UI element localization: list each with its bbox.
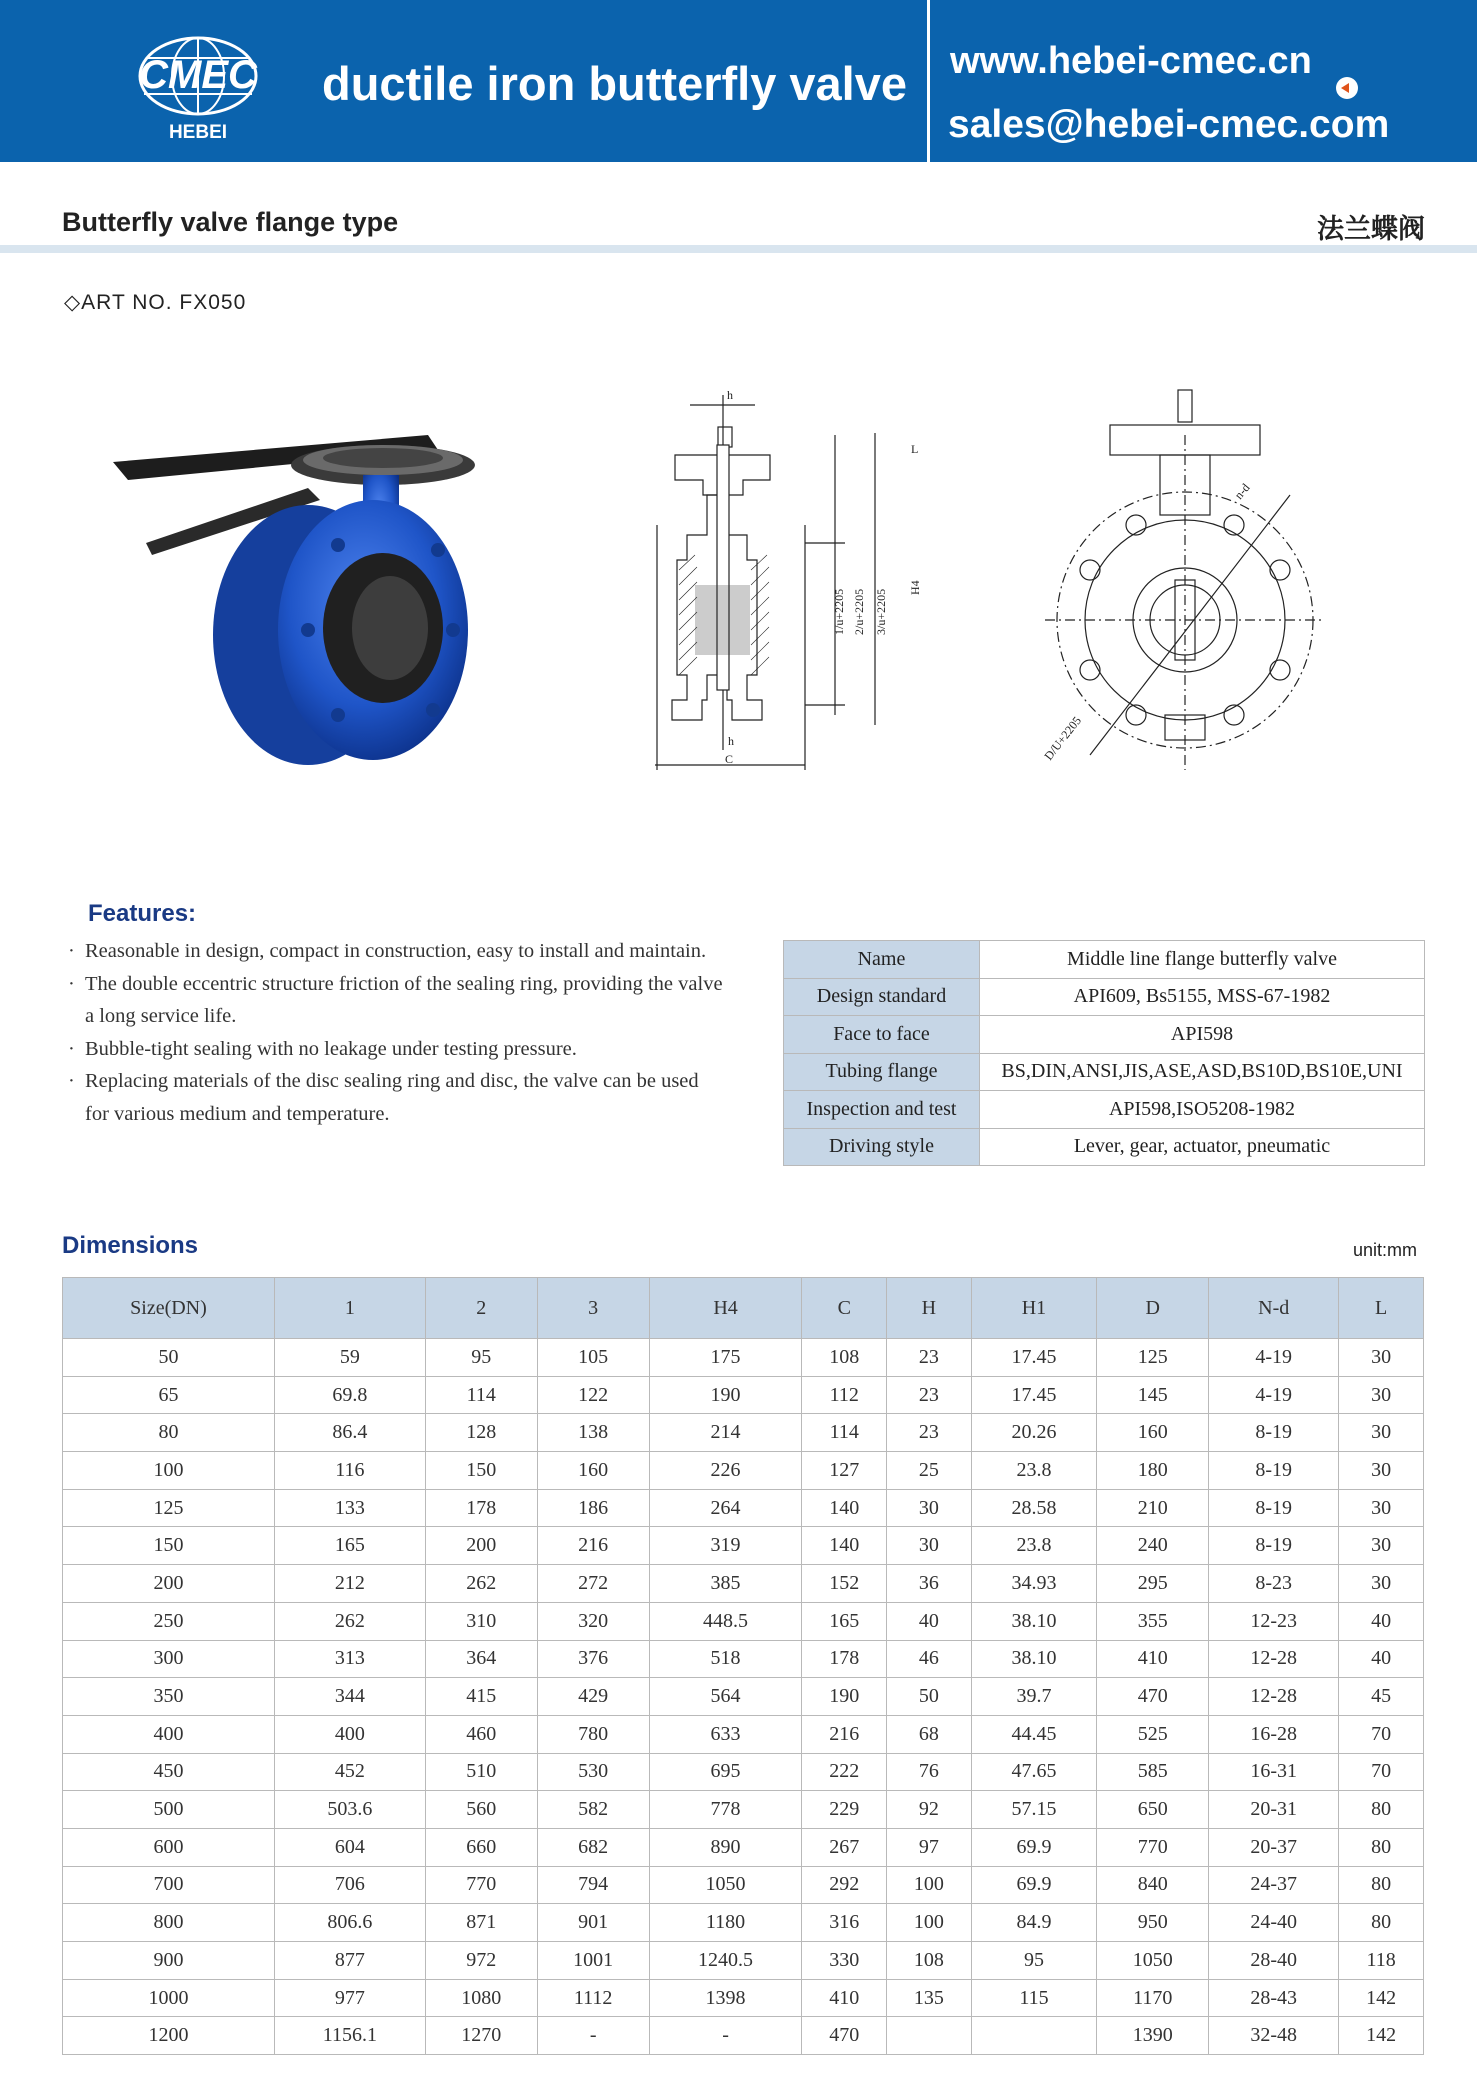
table-cell: 272 bbox=[537, 1565, 649, 1603]
spec-row bbox=[784, 1128, 1425, 1166]
features-list bbox=[66, 935, 726, 1130]
dim-label-3: 3/u+2205 bbox=[874, 588, 888, 635]
table-cell: 778 bbox=[649, 1791, 802, 1829]
table-cell: 200 bbox=[425, 1527, 537, 1565]
table-cell: 39.7 bbox=[971, 1678, 1097, 1716]
table-cell: 69.9 bbox=[971, 1866, 1097, 1904]
table-cell: 69.9 bbox=[971, 1828, 1097, 1866]
column-header: 1 bbox=[274, 1278, 425, 1339]
spec-value: API609, Bs5155, MSS-67-1982 bbox=[980, 978, 1425, 1016]
table-cell: 503.6 bbox=[274, 1791, 425, 1829]
table-cell: 40 bbox=[1339, 1602, 1424, 1640]
table-cell: 30 bbox=[887, 1489, 972, 1527]
cmec-logo bbox=[108, 34, 288, 144]
spec-row bbox=[784, 1091, 1425, 1129]
table-cell: 871 bbox=[425, 1904, 537, 1942]
table-cell: 264 bbox=[649, 1489, 802, 1527]
table-row bbox=[63, 1866, 1424, 1904]
table-cell: 190 bbox=[649, 1376, 802, 1414]
header-title: ductile iron butterfly valve bbox=[322, 57, 908, 110]
column-header: N-d bbox=[1209, 1278, 1339, 1339]
table-cell: 564 bbox=[649, 1678, 802, 1716]
table-row bbox=[63, 1376, 1424, 1414]
table-cell: 320 bbox=[537, 1602, 649, 1640]
features-title: Features: bbox=[88, 900, 197, 927]
table-cell: 950 bbox=[1097, 1904, 1209, 1942]
speaker-icon[interactable] bbox=[1336, 77, 1358, 99]
table-cell: 40 bbox=[1339, 1640, 1424, 1678]
column-header: 2 bbox=[425, 1278, 537, 1339]
table-row bbox=[63, 1565, 1424, 1603]
table-cell: 40 bbox=[887, 1602, 972, 1640]
table-cell: 794 bbox=[537, 1866, 649, 1904]
table-header-row bbox=[63, 1278, 1424, 1339]
table-cell: 145 bbox=[1097, 1376, 1209, 1414]
spec-row bbox=[784, 978, 1425, 1016]
table-row bbox=[63, 1414, 1424, 1452]
table-cell: 190 bbox=[802, 1678, 887, 1716]
table-cell: 240 bbox=[1097, 1527, 1209, 1565]
table-cell: 12-23 bbox=[1209, 1602, 1339, 1640]
table-cell: 1180 bbox=[649, 1904, 802, 1942]
table-cell: 70 bbox=[1339, 1715, 1424, 1753]
table-cell: 582 bbox=[537, 1791, 649, 1829]
logo-text: CMEC bbox=[139, 53, 257, 97]
table-cell: 127 bbox=[802, 1452, 887, 1490]
table-cell: 972 bbox=[425, 1942, 537, 1980]
table-cell: 178 bbox=[425, 1489, 537, 1527]
table-cell: 1156.1 bbox=[274, 2017, 425, 2055]
table-cell: 510 bbox=[425, 1753, 537, 1791]
table-cell: 8-19 bbox=[1209, 1489, 1339, 1527]
table-cell: 650 bbox=[1097, 1791, 1209, 1829]
table-cell: 133 bbox=[274, 1489, 425, 1527]
table-cell: 8-23 bbox=[1209, 1565, 1339, 1603]
table-cell: 17.45 bbox=[971, 1339, 1097, 1377]
unit-label: unit:mm bbox=[1352, 1240, 1417, 1260]
table-cell: 36 bbox=[887, 1565, 972, 1603]
feature-item: · Bubble-tight sealing with no leakage under testing pressure. bbox=[66, 1033, 726, 1066]
table-cell: 38.10 bbox=[971, 1640, 1097, 1678]
spec-row bbox=[784, 1016, 1425, 1054]
table-cell: 69.8 bbox=[274, 1376, 425, 1414]
table-cell: 1050 bbox=[1097, 1942, 1209, 1980]
table-cell: 660 bbox=[425, 1828, 537, 1866]
table-row bbox=[63, 1791, 1424, 1829]
table-row bbox=[63, 1339, 1424, 1377]
table-cell: 1200 bbox=[63, 2017, 275, 2055]
dim-label-nd: n-d bbox=[1231, 480, 1253, 502]
table-cell: - bbox=[537, 2017, 649, 2055]
section-rule bbox=[0, 245, 1477, 253]
table-cell: 460 bbox=[425, 1715, 537, 1753]
valve-section-drawing bbox=[635, 385, 945, 785]
dimensions-table bbox=[62, 1277, 1424, 2055]
logo-subtext: HEBEI bbox=[168, 122, 228, 143]
table-cell: 1112 bbox=[537, 1979, 649, 2017]
feature-item: · Replacing materials of the disc sealing ring and disc, the valve can be used for various medium and temperature. bbox=[66, 1065, 726, 1130]
table-cell: 376 bbox=[537, 1640, 649, 1678]
table-cell: 470 bbox=[802, 2017, 887, 2055]
table-cell: 80 bbox=[63, 1414, 275, 1452]
table-cell: 840 bbox=[1097, 1866, 1209, 1904]
table-cell: 28.58 bbox=[971, 1489, 1097, 1527]
table-cell: 160 bbox=[537, 1452, 649, 1490]
table-cell: 24-40 bbox=[1209, 1904, 1339, 1942]
table-cell: 118 bbox=[1339, 1942, 1424, 1980]
table-row bbox=[63, 1640, 1424, 1678]
table-cell: 30 bbox=[1339, 1414, 1424, 1452]
table-cell: 45 bbox=[1339, 1678, 1424, 1716]
table-cell: 116 bbox=[274, 1452, 425, 1490]
table-row bbox=[63, 1979, 1424, 2017]
table-cell: 30 bbox=[887, 1527, 972, 1565]
table-cell: 330 bbox=[802, 1942, 887, 1980]
table-cell: 292 bbox=[802, 1866, 887, 1904]
table-cell: 16-31 bbox=[1209, 1753, 1339, 1791]
spec-key: Name bbox=[784, 941, 980, 979]
table-cell: 770 bbox=[1097, 1828, 1209, 1866]
table-cell: 23 bbox=[887, 1414, 972, 1452]
table-cell: 30 bbox=[1339, 1339, 1424, 1377]
table-cell: 80 bbox=[1339, 1904, 1424, 1942]
table-row bbox=[63, 1489, 1424, 1527]
table-row bbox=[63, 1602, 1424, 1640]
section-title-cn: 法兰蝶阀 bbox=[1317, 214, 1425, 244]
table-cell: 50 bbox=[887, 1678, 972, 1716]
art-number: ◇ART NO. FX050 bbox=[64, 291, 247, 314]
table-cell: 44.45 bbox=[971, 1715, 1097, 1753]
table-cell: 84.9 bbox=[971, 1904, 1097, 1942]
feature-item: · Reasonable in design, compact in construction, easy to install and maintain. bbox=[66, 935, 726, 968]
table-cell: 28-43 bbox=[1209, 1979, 1339, 2017]
table-cell: 30 bbox=[1339, 1489, 1424, 1527]
table-cell: 165 bbox=[802, 1602, 887, 1640]
valve-photo bbox=[108, 400, 538, 780]
table-cell: 105 bbox=[537, 1339, 649, 1377]
email-link[interactable]: sales@hebei-cmec.com bbox=[948, 103, 1390, 146]
table-cell: 518 bbox=[649, 1640, 802, 1678]
table-cell: 1390 bbox=[1097, 2017, 1209, 2055]
table-row bbox=[63, 1828, 1424, 1866]
table-cell: 450 bbox=[63, 1753, 275, 1791]
table-cell: 142 bbox=[1339, 2017, 1424, 2055]
table-cell: 16-28 bbox=[1209, 1715, 1339, 1753]
table-cell: 38.10 bbox=[971, 1602, 1097, 1640]
table-cell bbox=[887, 2017, 972, 2055]
table-cell: 95 bbox=[971, 1942, 1097, 1980]
table-cell: 901 bbox=[537, 1904, 649, 1942]
table-cell: 319 bbox=[649, 1527, 802, 1565]
column-header: L bbox=[1339, 1278, 1424, 1339]
spec-key: Driving style bbox=[784, 1128, 980, 1166]
spec-key: Face to face bbox=[784, 1016, 980, 1054]
table-cell: 415 bbox=[425, 1678, 537, 1716]
valve-front-drawing bbox=[1030, 385, 1340, 785]
table-cell: 448.5 bbox=[649, 1602, 802, 1640]
table-cell: 23.8 bbox=[971, 1527, 1097, 1565]
table-cell: 150 bbox=[63, 1527, 275, 1565]
table-cell: 400 bbox=[274, 1715, 425, 1753]
table-row bbox=[63, 1753, 1424, 1791]
table-cell: 890 bbox=[649, 1828, 802, 1866]
table-cell: 4-19 bbox=[1209, 1339, 1339, 1377]
table-cell: 585 bbox=[1097, 1753, 1209, 1791]
table-cell: 222 bbox=[802, 1753, 887, 1791]
spec-key: Tubing flange bbox=[784, 1053, 980, 1091]
table-cell: 180 bbox=[1097, 1452, 1209, 1490]
table-cell: 28-40 bbox=[1209, 1942, 1339, 1980]
table-row bbox=[63, 1904, 1424, 1942]
table-cell: 429 bbox=[537, 1678, 649, 1716]
table-cell: 76 bbox=[887, 1753, 972, 1791]
table-cell: 310 bbox=[425, 1602, 537, 1640]
table-cell: 70 bbox=[1339, 1753, 1424, 1791]
column-header: 3 bbox=[537, 1278, 649, 1339]
table-cell: 100 bbox=[63, 1452, 275, 1490]
table-cell: 152 bbox=[802, 1565, 887, 1603]
column-header: H bbox=[887, 1278, 972, 1339]
table-cell: 212 bbox=[274, 1565, 425, 1603]
table-cell: 46 bbox=[887, 1640, 972, 1678]
header-banner bbox=[0, 0, 1477, 162]
table-cell: 295 bbox=[1097, 1565, 1209, 1603]
table-cell: 8-19 bbox=[1209, 1527, 1339, 1565]
spec-value: API598 bbox=[980, 1016, 1425, 1054]
table-cell: 100 bbox=[887, 1904, 972, 1942]
table-cell: 1398 bbox=[649, 1979, 802, 2017]
table-cell: 706 bbox=[274, 1866, 425, 1904]
column-header: C bbox=[802, 1278, 887, 1339]
dim-label-1: 1/u+2205 bbox=[832, 588, 846, 635]
table-cell: 57.15 bbox=[971, 1791, 1097, 1829]
table-cell: 30 bbox=[1339, 1527, 1424, 1565]
table-cell: 122 bbox=[537, 1376, 649, 1414]
table-cell: 410 bbox=[802, 1979, 887, 2017]
table-cell: 108 bbox=[887, 1942, 972, 1980]
dim-label-c: C bbox=[725, 752, 734, 766]
table-cell: 23.8 bbox=[971, 1452, 1097, 1490]
table-cell: 8-19 bbox=[1209, 1452, 1339, 1490]
table-cell: 682 bbox=[537, 1828, 649, 1866]
table-cell: 800 bbox=[63, 1904, 275, 1942]
table-cell: 95 bbox=[425, 1339, 537, 1377]
table-cell: 80 bbox=[1339, 1828, 1424, 1866]
table-cell: 214 bbox=[649, 1414, 802, 1452]
table-cell: 140 bbox=[802, 1489, 887, 1527]
table-cell: 210 bbox=[1097, 1489, 1209, 1527]
table-cell: 165 bbox=[274, 1527, 425, 1565]
table-cell: 186 bbox=[537, 1489, 649, 1527]
table-cell: 525 bbox=[1097, 1715, 1209, 1753]
table-cell: 65 bbox=[63, 1376, 275, 1414]
table-cell: 4-19 bbox=[1209, 1376, 1339, 1414]
table-cell: 100 bbox=[887, 1866, 972, 1904]
table-cell: 114 bbox=[425, 1376, 537, 1414]
table-cell: 59 bbox=[274, 1339, 425, 1377]
table-cell: 150 bbox=[425, 1452, 537, 1490]
table-cell: 1050 bbox=[649, 1866, 802, 1904]
table-cell: 300 bbox=[63, 1640, 275, 1678]
table-cell: 115 bbox=[971, 1979, 1097, 2017]
table-cell bbox=[971, 2017, 1097, 2055]
table-cell: 604 bbox=[274, 1828, 425, 1866]
table-cell: 700 bbox=[63, 1866, 275, 1904]
table-cell: 20.26 bbox=[971, 1414, 1097, 1452]
spec-key: Inspection and test bbox=[784, 1091, 980, 1129]
table-cell: 560 bbox=[425, 1791, 537, 1829]
table-cell: 344 bbox=[274, 1678, 425, 1716]
spec-value: Middle line flange butterfly valve bbox=[980, 941, 1425, 979]
table-row bbox=[63, 1678, 1424, 1716]
table-cell: 350 bbox=[63, 1678, 275, 1716]
table-cell: 30 bbox=[1339, 1452, 1424, 1490]
table-cell: 262 bbox=[425, 1565, 537, 1603]
table-cell: 20-31 bbox=[1209, 1791, 1339, 1829]
spec-value: API598,ISO5208-1982 bbox=[980, 1091, 1425, 1129]
table-cell: 68 bbox=[887, 1715, 972, 1753]
spec-row bbox=[784, 1053, 1425, 1091]
table-cell: 114 bbox=[802, 1414, 887, 1452]
table-cell: 1001 bbox=[537, 1942, 649, 1980]
table-cell: 20-37 bbox=[1209, 1828, 1339, 1866]
table-cell: 216 bbox=[537, 1527, 649, 1565]
column-header: Size(DN) bbox=[63, 1278, 275, 1339]
table-cell: 385 bbox=[649, 1565, 802, 1603]
header-divider bbox=[927, 0, 930, 162]
dim-label-h-top: h bbox=[727, 388, 733, 402]
table-cell: 900 bbox=[63, 1942, 275, 1980]
table-cell: 112 bbox=[802, 1376, 887, 1414]
table-cell: 1000 bbox=[63, 1979, 275, 2017]
table-cell: 470 bbox=[1097, 1678, 1209, 1716]
table-cell: 34.93 bbox=[971, 1565, 1097, 1603]
table-cell: 250 bbox=[63, 1602, 275, 1640]
table-cell: 86.4 bbox=[274, 1414, 425, 1452]
table-cell: 877 bbox=[274, 1942, 425, 1980]
table-cell: 216 bbox=[802, 1715, 887, 1753]
table-cell: 108 bbox=[802, 1339, 887, 1377]
table-cell: 23 bbox=[887, 1339, 972, 1377]
table-cell: 355 bbox=[1097, 1602, 1209, 1640]
dim-label-h-bottom: h bbox=[728, 734, 734, 748]
table-cell: 140 bbox=[802, 1527, 887, 1565]
column-header: D bbox=[1097, 1278, 1209, 1339]
column-header: H4 bbox=[649, 1278, 802, 1339]
table-cell: 229 bbox=[802, 1791, 887, 1829]
dim-label-2: 2/u+2205 bbox=[852, 588, 866, 635]
table-cell: 600 bbox=[63, 1828, 275, 1866]
table-cell: 23 bbox=[887, 1376, 972, 1414]
table-row bbox=[63, 1527, 1424, 1565]
table-cell: 200 bbox=[63, 1565, 275, 1603]
table-cell: 17.45 bbox=[971, 1376, 1097, 1414]
table-cell: 128 bbox=[425, 1414, 537, 1452]
table-cell: 30 bbox=[1339, 1565, 1424, 1603]
table-cell: 125 bbox=[1097, 1339, 1209, 1377]
spec-value: Lever, gear, actuator, pneumatic bbox=[980, 1128, 1425, 1166]
table-cell: - bbox=[649, 2017, 802, 2055]
table-cell: 267 bbox=[802, 1828, 887, 1866]
dim-label-l: L bbox=[911, 442, 919, 456]
table-cell: 400 bbox=[63, 1715, 275, 1753]
table-cell: 47.65 bbox=[971, 1753, 1097, 1791]
table-cell: 142 bbox=[1339, 1979, 1424, 2017]
table-cell: 780 bbox=[537, 1715, 649, 1753]
table-cell: 97 bbox=[887, 1828, 972, 1866]
spec-table bbox=[783, 940, 1425, 1166]
table-cell: 262 bbox=[274, 1602, 425, 1640]
table-cell: 138 bbox=[537, 1414, 649, 1452]
table-cell: 1170 bbox=[1097, 1979, 1209, 2017]
table-cell: 32-48 bbox=[1209, 2017, 1339, 2055]
table-cell: 50 bbox=[63, 1339, 275, 1377]
table-cell: 125 bbox=[63, 1489, 275, 1527]
table-row bbox=[63, 1715, 1424, 1753]
dim-label-d: D/U+2205 bbox=[1041, 713, 1085, 763]
spec-value: BS,DIN,ANSI,JIS,ASE,ASD,BS10D,BS10E,UNI bbox=[980, 1053, 1425, 1091]
table-cell: 1080 bbox=[425, 1979, 537, 2017]
table-cell: 175 bbox=[649, 1339, 802, 1377]
table-cell: 25 bbox=[887, 1452, 972, 1490]
table-cell: 12-28 bbox=[1209, 1678, 1339, 1716]
table-cell: 30 bbox=[1339, 1376, 1424, 1414]
table-row bbox=[63, 1452, 1424, 1490]
table-cell: 500 bbox=[63, 1791, 275, 1829]
table-cell: 1240.5 bbox=[649, 1942, 802, 1980]
table-cell: 313 bbox=[274, 1640, 425, 1678]
table-cell: 633 bbox=[649, 1715, 802, 1753]
spec-row bbox=[784, 941, 1425, 979]
spec-key: Design standard bbox=[784, 978, 980, 1016]
table-cell: 92 bbox=[887, 1791, 972, 1829]
table-cell: 160 bbox=[1097, 1414, 1209, 1452]
section-title: Butterfly valve flange type bbox=[62, 207, 399, 237]
table-cell: 1270 bbox=[425, 2017, 537, 2055]
table-cell: 695 bbox=[649, 1753, 802, 1791]
table-cell: 316 bbox=[802, 1904, 887, 1942]
table-cell: 530 bbox=[537, 1753, 649, 1791]
feature-item: · The double eccentric structure friction of the sealing ring, providing the valve a long service life. bbox=[66, 968, 726, 1033]
table-cell: 770 bbox=[425, 1866, 537, 1904]
table-cell: 135 bbox=[887, 1979, 972, 2017]
table-cell: 80 bbox=[1339, 1866, 1424, 1904]
table-row bbox=[63, 1942, 1424, 1980]
table-cell: 178 bbox=[802, 1640, 887, 1678]
table-cell: 452 bbox=[274, 1753, 425, 1791]
table-cell: 806.6 bbox=[274, 1904, 425, 1942]
dim-label-h4: H4 bbox=[908, 580, 922, 595]
table-cell: 8-19 bbox=[1209, 1414, 1339, 1452]
table-cell: 364 bbox=[425, 1640, 537, 1678]
column-header: H1 bbox=[971, 1278, 1097, 1339]
dimensions-title: Dimensions bbox=[62, 1232, 199, 1259]
table-cell: 977 bbox=[274, 1979, 425, 2017]
table-row bbox=[63, 2017, 1424, 2055]
table-cell: 410 bbox=[1097, 1640, 1209, 1678]
table-cell: 226 bbox=[649, 1452, 802, 1490]
website-link[interactable]: www.hebei-cmec.cn bbox=[950, 40, 1312, 82]
table-cell: 12-28 bbox=[1209, 1640, 1339, 1678]
table-cell: 24-37 bbox=[1209, 1866, 1339, 1904]
table-cell: 80 bbox=[1339, 1791, 1424, 1829]
